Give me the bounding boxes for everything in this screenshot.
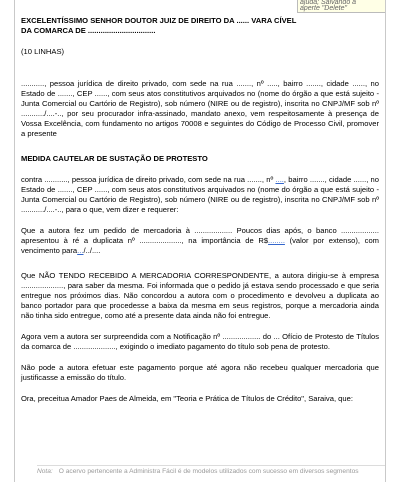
tooltip-line-1: ajuda; Salvando a: [300, 0, 357, 6]
paragraph-order: [21, 226, 379, 256]
paragraph-order-text-b: (valor por extenso), com vencimento para: [21, 236, 379, 255]
document-page: [14, 0, 386, 482]
footer-note-label: Nota:: [37, 468, 53, 475]
paragraph-no-payment: Não pode a autora efetuar este pagamento porque até agora não recebeu qualquer mercadoria que justificasse a emissão do título.: [21, 363, 379, 382]
section-heading: MEDIDA CAUTELAR DE SUSTAÇÃO DE PROTESTO: [21, 154, 208, 163]
paragraph-order-text-a: Que a autora fez um pedido de mercadoria à .................. Poucos dias após, o banco .................. apresentou à ré a duplicata nº ...................., na importância de R$: [21, 226, 379, 245]
paragraph-qualification: ..........., pessoa jurídica de direito privado, com sede na rua ......., nº ....., bairro ......., cidade ......, no Estado de ......., CEP ......, com seus atos constitutivos arquivados no (nome do órgão a que está sujeito - Junta Comercial ou Cartório de Registro), sob número (NIRE ou de registro), inscrita no CNPJ/MF sob nº .........../....-.., por seu procurador infra-assinado, mandato anexo, vem respeitosamente à presença de Vossa Excelência, com fundamento no artigos 70008 e seguintes do Código de Processo Civil, promover a presente: [21, 79, 379, 138]
paragraph-defendant: [21, 175, 379, 215]
help-tooltip: [297, 0, 385, 13]
paragraph-notification: Agora vem a autora ser surpreendida com a Notificação nº .................. do ... Ofício de Protesto de Títulos da comarca de ...................., exigindo o imediato pagamento do título sob pena de protesto.: [21, 332, 379, 351]
footer-note: [37, 465, 385, 482]
paragraph-order-text-c: /../....: [83, 246, 101, 255]
document-title-line-1: EXCELENTÍSSIMO SENHOR DOUTOR JUIZ DE DIREITO DA ...... VARA CÍVEL: [21, 16, 297, 25]
paragraph-citation: Ora, preceitua Amador Paes de Almeida, em "Teoria e Prática de Títulos de Crédito", Saraiva, que:: [21, 394, 353, 403]
tooltip-line-2: aperte "Delete": [300, 5, 347, 12]
lines-note: (10 LINHAS): [21, 47, 65, 56]
document-title-line-2: DA COMARCA DE ................................: [21, 26, 156, 35]
document-body[interactable]: [21, 16, 379, 415]
amount-field-link[interactable]: ........: [268, 236, 285, 245]
paragraph-not-received: Que NÃO TENDO RECEBIDO A MERCADORIA CORRESPONDENTE, a autora dirigiu-se à empresa ...................., para saber da mesma. Foi informada que o pedido já estava sendo processado e que seria entregue nos próximos dias. Não concordou a autora com o procedimento e devolveu a duplicata ao banco portador para que procedesse a baixa da mesma em seus registros, porque a mercadoria ainda não tinha sido entregue, como até a presente data ainda não foi entregue.: [21, 271, 379, 320]
footer-note-text: O acervo pertencente a Administra Fácil é de modelos utilizados com sucesso em diversos segmentos: [58, 468, 359, 475]
paragraph-defendant-text-b: , bairro ......., cidade ......, no Estado de ......., CEP ......, com seus atos constitutivos arquivados no (nome do órgão a que está sujeito - Junta Comercial ou Cartório de Registro), sob número (NIRE ou de registro), inscrita no CNPJ/MF sob nº .........../....-.., para o que, vem dizer e requerer:: [21, 175, 379, 214]
paragraph-defendant-text-a: contra ..........., pessoa jurídica de direito privado, com sede na rua ......., nº: [21, 175, 276, 184]
due-date-field-link[interactable]: ...: [77, 246, 84, 255]
field-link[interactable]: ....: [275, 175, 284, 184]
